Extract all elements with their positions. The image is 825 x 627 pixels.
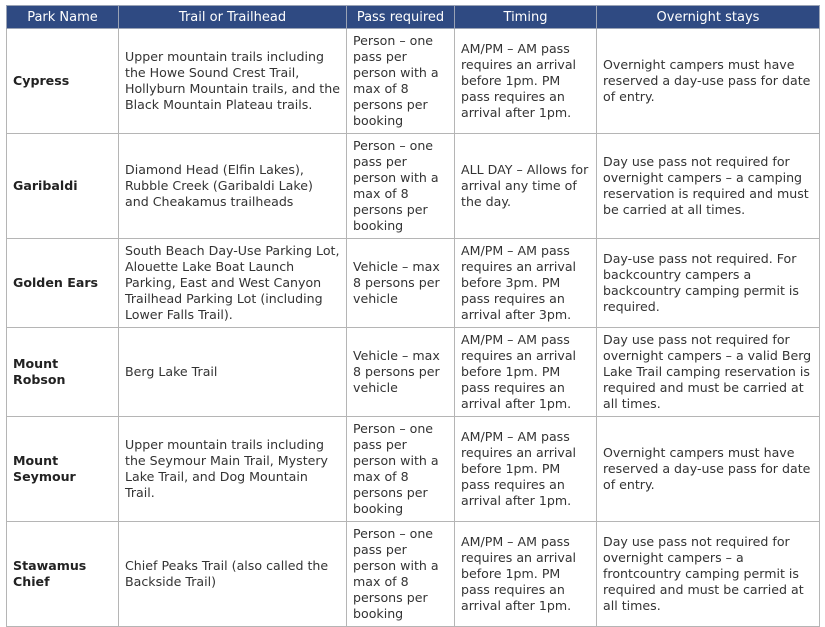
park-name-cell: Cypress <box>7 29 119 134</box>
timing-cell: AM/PM – AM pass requires an arrival before 1pm. PM pass requires an arrival after 1pm. <box>455 29 597 134</box>
pass-cell: Person – one pass per person with a max of 8 persons per booking <box>347 29 455 134</box>
header-park-name: Park Name <box>7 6 119 29</box>
table-row <box>7 239 820 328</box>
overnight-cell: Day use pass not required for overnight campers – a camping reservation is required and must be carried at all times. <box>597 134 820 239</box>
timing-cell: AM/PM – AM pass requires an arrival before 3pm. PM pass requires an arrival after 3pm. <box>455 239 597 328</box>
trail-cell: Upper mountain trails including the Howe Sound Crest Trail, Hollyburn Mountain trails, and the Black Mountain Plateau trails. <box>119 29 347 134</box>
pass-cell: Person – one pass per person with a max of 8 persons per booking <box>347 417 455 522</box>
table-row <box>7 29 820 134</box>
park-name-cell: Golden Ears <box>7 239 119 328</box>
pass-cell: Person – one pass per person with a max of 8 persons per booking <box>347 134 455 239</box>
park-name-cell: Mount Robson <box>7 328 119 417</box>
header-pass-required: Pass required <box>347 6 455 29</box>
header-trail: Trail or Trailhead <box>119 6 347 29</box>
pass-cell: Vehicle – max 8 persons per vehicle <box>347 239 455 328</box>
trail-cell: Upper mountain trails including the Seymour Main Trail, Mystery Lake Trail, and Dog Mountain Trail. <box>119 417 347 522</box>
table-header-row <box>7 6 820 29</box>
timing-cell: AM/PM – AM pass requires an arrival before 1pm. PM pass requires an arrival after 1pm. <box>455 328 597 417</box>
timing-cell: ALL DAY – Allows for arrival any time of the day. <box>455 134 597 239</box>
park-name-cell: Mount Seymour <box>7 417 119 522</box>
day-use-pass-table <box>6 5 820 627</box>
overnight-cell: Day use pass not required for overnight campers – a frontcountry camping permit is required and must be carried at all times. <box>597 522 820 627</box>
trail-cell: South Beach Day-Use Parking Lot, Alouette Lake Boat Launch Parking, East and West Canyon Trailhead Parking Lot (including Lower Falls Trail). <box>119 239 347 328</box>
table-row <box>7 134 820 239</box>
table-row <box>7 522 820 627</box>
header-overnight-stays: Overnight stays <box>597 6 820 29</box>
pass-table-container <box>6 5 819 627</box>
trail-cell: Diamond Head (Elfin Lakes), Rubble Creek (Garibaldi Lake) and Cheakamus trailheads <box>119 134 347 239</box>
park-name-cell: Stawamus Chief <box>7 522 119 627</box>
table-row <box>7 328 820 417</box>
trail-cell: Berg Lake Trail <box>119 328 347 417</box>
pass-cell: Vehicle – max 8 persons per vehicle <box>347 328 455 417</box>
pass-cell: Person – one pass per person with a max of 8 persons per booking <box>347 522 455 627</box>
table-row <box>7 417 820 522</box>
header-timing: Timing <box>455 6 597 29</box>
overnight-cell: Day use pass not required for overnight campers – a valid Berg Lake Trail camping reservation is required and must be carried at all times. <box>597 328 820 417</box>
park-name-cell: Garibaldi <box>7 134 119 239</box>
timing-cell: AM/PM – AM pass requires an arrival before 1pm. PM pass requires an arrival after 1pm. <box>455 417 597 522</box>
overnight-cell: Overnight campers must have reserved a day-use pass for date of entry. <box>597 29 820 134</box>
overnight-cell: Day-use pass not required. For backcountry campers a backcountry camping permit is required. <box>597 239 820 328</box>
timing-cell: AM/PM – AM pass requires an arrival before 1pm. PM pass requires an arrival after 1pm. <box>455 522 597 627</box>
overnight-cell: Overnight campers must have reserved a day-use pass for date of entry. <box>597 417 820 522</box>
trail-cell: Chief Peaks Trail (also called the Backside Trail) <box>119 522 347 627</box>
